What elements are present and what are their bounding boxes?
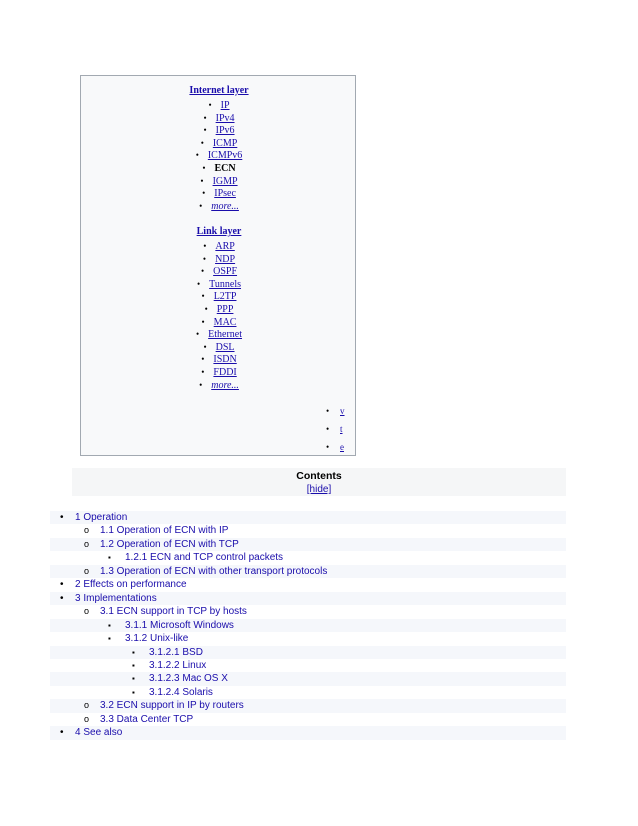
- toc-entry[interactable]: [50, 511, 566, 524]
- toc-entry-label[interactable]: 3.3 Data Center TCP: [100, 713, 194, 725]
- navbox-vte-links: [326, 402, 356, 456]
- infobox-list-item: [81, 99, 357, 112]
- infobox-link[interactable]: IPv4: [215, 112, 235, 124]
- toc-title: Contents: [296, 470, 342, 482]
- infobox-list-item: [81, 316, 357, 329]
- bullet-icon: ▪: [132, 660, 135, 670]
- infobox-link[interactable]: L2TP: [213, 291, 237, 303]
- toc-entry-label[interactable]: 3.1 ECN support in TCP by hosts: [100, 606, 247, 618]
- infobox-link[interactable]: more...: [211, 379, 239, 391]
- toc-entry[interactable]: [50, 659, 566, 672]
- toc-entry-label[interactable]: 3 Implementations: [75, 592, 157, 604]
- toc-entry[interactable]: [50, 524, 566, 537]
- bullet-icon: o: [84, 565, 90, 576]
- bullet-icon: •: [199, 379, 203, 390]
- toc-entry[interactable]: [50, 592, 566, 605]
- infobox-link[interactable]: Tunnels: [209, 278, 242, 290]
- toc-entry[interactable]: [50, 699, 566, 712]
- infobox-link[interactable]: IPsec: [214, 188, 236, 200]
- toc-entry-label[interactable]: 2 Effects on performance: [75, 579, 187, 591]
- bullet-icon: •: [326, 406, 330, 416]
- infobox-list-item: [81, 200, 357, 213]
- toc-entry[interactable]: [50, 646, 566, 659]
- bullet-icon: •: [208, 100, 212, 110]
- toc-entry[interactable]: [50, 565, 566, 578]
- toc-entry[interactable]: [50, 551, 566, 564]
- infobox-link[interactable]: ICMPv6: [207, 150, 243, 162]
- bullet-icon: •: [60, 592, 64, 604]
- infobox-list-item: [81, 137, 357, 150]
- bullet-icon: •: [201, 316, 205, 327]
- toc-entry[interactable]: [50, 713, 566, 726]
- infobox-link[interactable]: Ethernet: [208, 329, 243, 341]
- bullet-icon: •: [60, 512, 64, 523]
- toc-entry-label[interactable]: 3.2 ECN support in IP by routers: [100, 700, 244, 712]
- bullet-icon: •: [195, 329, 200, 340]
- bullet-icon: •: [200, 137, 204, 148]
- infobox-list-item: [81, 366, 357, 379]
- bullet-icon: o: [84, 606, 90, 617]
- infobox-list-item: [81, 187, 357, 200]
- bullet-icon: •: [201, 291, 205, 302]
- bullet-icon: •: [199, 200, 203, 211]
- toc-entry[interactable]: [50, 672, 566, 685]
- toc-entry-label[interactable]: 1.1 Operation of ECN with IP: [100, 525, 229, 537]
- infobox-list-item: [81, 328, 357, 341]
- toc-entry-label[interactable]: 1.3 Operation of ECN with other transport protocols: [100, 565, 328, 577]
- bullet-icon: •: [204, 303, 208, 314]
- toc-entry-label[interactable]: 1.2 Operation of ECN with TCP: [100, 538, 239, 550]
- infobox-link[interactable]: FDDI: [213, 366, 237, 378]
- bullet-icon: •: [203, 112, 207, 123]
- toc-entry-label[interactable]: 3.1.2.2 Linux: [149, 659, 207, 671]
- vte-item: [326, 420, 356, 438]
- bullet-icon: •: [195, 150, 199, 161]
- bullet-icon: •: [202, 253, 207, 264]
- bullet-icon: •: [200, 175, 204, 186]
- bullet-icon: ▪: [132, 647, 135, 657]
- infobox-link[interactable]: ICMP: [212, 137, 238, 149]
- infobox-list-item: [81, 124, 357, 137]
- vte-link-v[interactable]: v: [340, 406, 345, 416]
- infobox-list-item: [81, 341, 357, 354]
- bullet-icon: ▪: [108, 553, 111, 563]
- infobox-link[interactable]: OSPF: [213, 266, 238, 278]
- infobox-list-item: [81, 353, 357, 366]
- infobox-link[interactable]: IPv6: [215, 125, 235, 137]
- bullet-icon: •: [203, 125, 207, 136]
- bullet-icon: o: [84, 525, 90, 536]
- toc-hide-toggle[interactable]: [hide]: [306, 484, 332, 495]
- infobox-link[interactable]: MAC: [213, 316, 237, 328]
- infobox-list-item: [81, 290, 357, 303]
- toc-entry-label[interactable]: 3.1.2 Unix-like: [125, 633, 189, 645]
- link-layer-heading[interactable]: Link layer: [196, 226, 242, 237]
- toc-header: [72, 468, 566, 496]
- infobox-link[interactable]: IP: [220, 100, 230, 111]
- toc-entry[interactable]: [50, 619, 566, 632]
- bullet-icon: •: [202, 162, 206, 173]
- infobox-link: ECN: [214, 162, 236, 174]
- infobox-list-item: [81, 162, 357, 175]
- infobox-link[interactable]: PPP: [216, 303, 234, 315]
- toc-entry-label[interactable]: 3.1.2.1 BSD: [149, 646, 203, 658]
- infobox-list-item: [81, 265, 357, 278]
- toc-entry-label[interactable]: 3.1.1 Microsoft Windows: [125, 619, 234, 631]
- bullet-icon: •: [326, 424, 330, 434]
- infobox-list-item: [81, 112, 357, 125]
- infobox-list-item: [81, 240, 357, 253]
- bullet-icon: •: [200, 266, 205, 277]
- toc-entry-label[interactable]: 1 Operation: [75, 512, 128, 523]
- infobox-list-item: [81, 303, 357, 316]
- infobox-link[interactable]: ARP: [215, 241, 235, 252]
- internet-layer-heading[interactable]: Internet layer: [189, 85, 249, 96]
- bullet-icon: •: [196, 278, 201, 289]
- bullet-icon: •: [202, 188, 206, 199]
- infobox-link[interactable]: IGMP: [212, 175, 238, 187]
- bullet-icon: •: [326, 442, 330, 452]
- infobox-list-item: [81, 278, 357, 291]
- bullet-icon: o: [84, 700, 90, 711]
- toc-entry-label[interactable]: 1.2.1 ECN and TCP control packets: [125, 552, 284, 564]
- bullet-icon: o: [84, 538, 90, 549]
- vte-item: [326, 402, 356, 420]
- toc-entry[interactable]: [50, 538, 566, 551]
- toc-entry-label[interactable]: 4 See also: [75, 727, 123, 739]
- bullet-icon: •: [203, 241, 207, 251]
- bullet-icon: •: [201, 366, 205, 377]
- internet-layer-list: [81, 99, 357, 212]
- infobox-list-item: [81, 379, 357, 392]
- link-layer-list: [81, 240, 357, 391]
- infobox-link[interactable]: ISDN: [213, 354, 237, 366]
- bullet-icon: •: [60, 579, 64, 591]
- bullet-icon: o: [84, 713, 90, 724]
- vte-link-e[interactable]: e: [340, 442, 344, 452]
- bullet-icon: •: [201, 354, 205, 365]
- infobox-list-item: [81, 175, 357, 188]
- infobox-link[interactable]: more...: [211, 200, 239, 212]
- bullet-icon: ▪: [132, 674, 135, 684]
- toc-entry[interactable]: [50, 632, 566, 645]
- bullet-icon: •: [60, 727, 64, 739]
- bullet-icon: •: [203, 341, 207, 352]
- vte-item: [326, 438, 356, 456]
- vte-link-t[interactable]: t: [340, 424, 343, 434]
- infobox-link[interactable]: NDP: [215, 253, 236, 265]
- toc-entry[interactable]: [50, 605, 566, 618]
- bullet-icon: ▪: [108, 620, 111, 630]
- bullet-icon: ▪: [108, 634, 111, 644]
- bullet-icon: ▪: [132, 687, 135, 697]
- toc-entry[interactable]: [50, 578, 566, 591]
- protocol-infobox: [80, 75, 356, 456]
- toc-entry[interactable]: [50, 686, 566, 699]
- toc-entry-label[interactable]: 3.1.2.3 Mac OS X: [149, 673, 228, 685]
- toc-entry-label[interactable]: 3.1.2.4 Solaris: [149, 686, 213, 698]
- toc-entry[interactable]: [50, 726, 566, 739]
- infobox-list-item: [81, 149, 357, 162]
- infobox-list-item: [81, 253, 357, 266]
- infobox-link[interactable]: DSL: [215, 341, 235, 353]
